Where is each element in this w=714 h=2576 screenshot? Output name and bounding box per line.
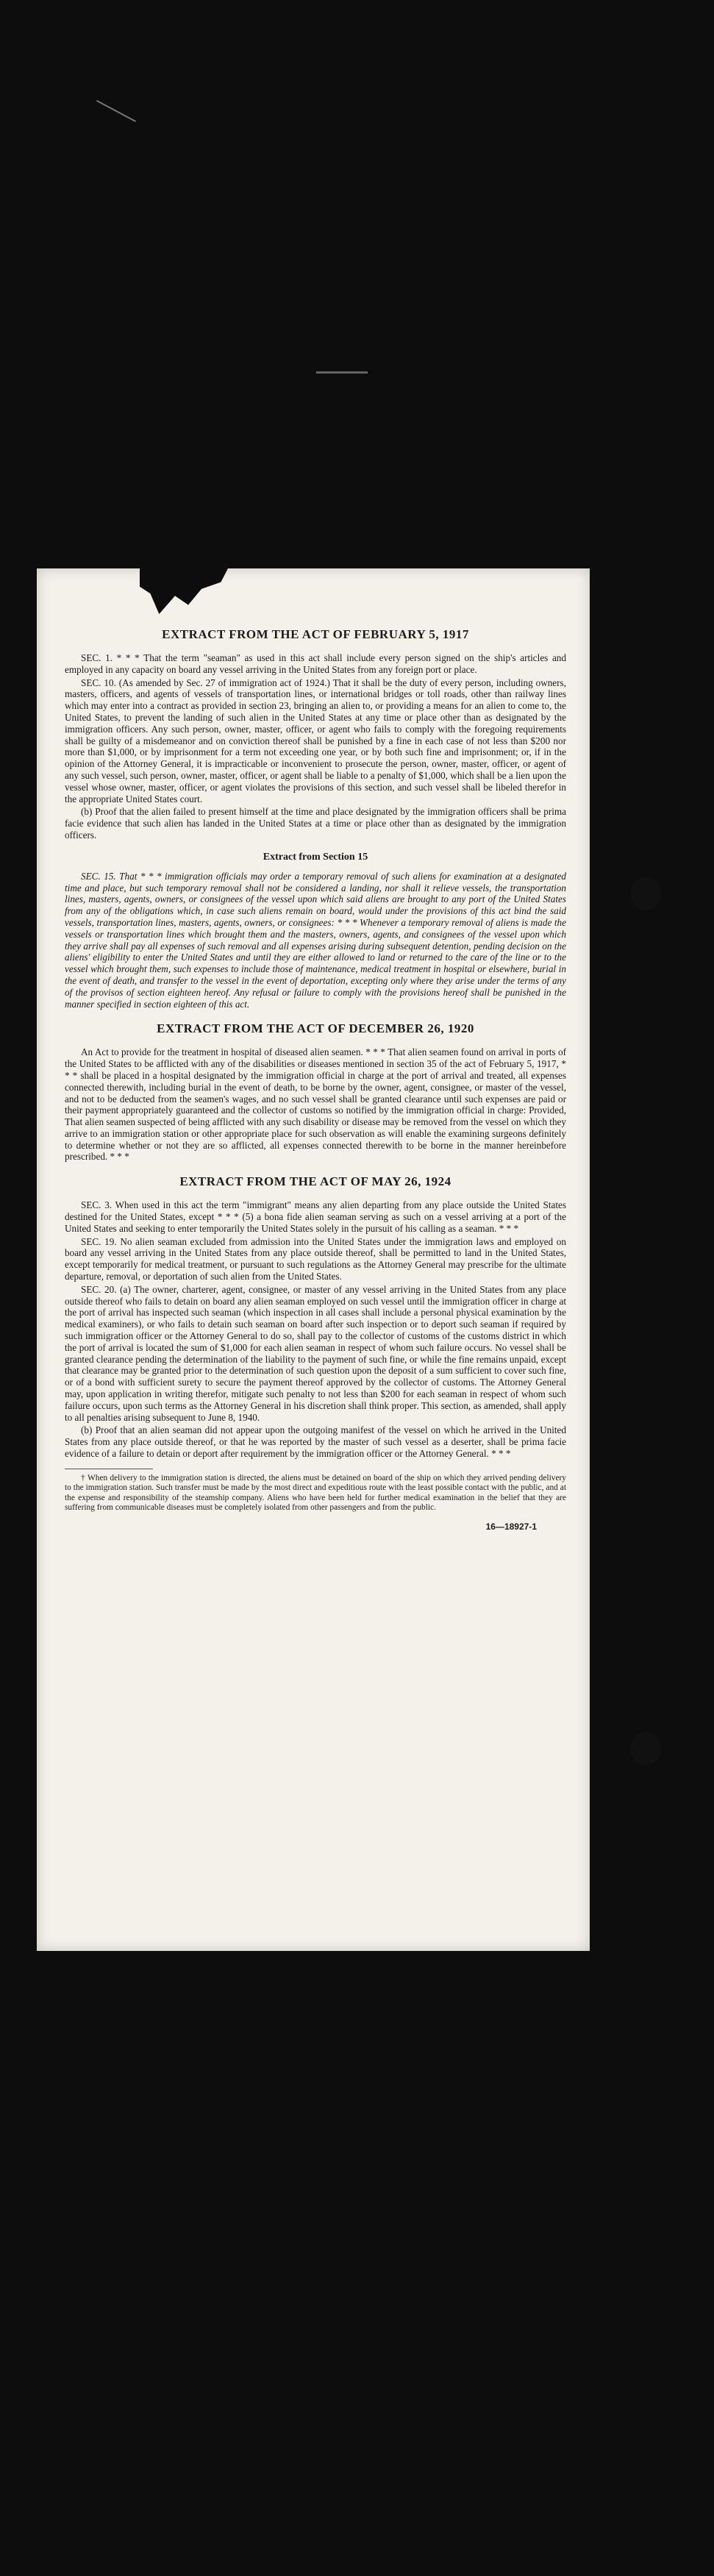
film-scratch bbox=[316, 371, 368, 374]
act-1924-heading: EXTRACT FROM THE ACT OF MAY 26, 1924 bbox=[179, 1174, 451, 1189]
section-20a-paragraph: SEC. 20. (a) The owner, charterer, agent, consignee, or master of any vessel arriving in the United States from any place outside thereof who fails to detain on board any alien seaman employed on such vessel until the immigration officer in charge at the port of arrival has inspected such seaman (which inspection in all cases shall include a personal physical examination by the medical examiners), or who fails to detain such seaman on board after such inspection or to deport such seaman if required by such immigration officer or the Attorney General to do so, shall pay to the collector of customs of the customs district in which the port of arrival is located the sum of $1,000 for each alien seaman in respect of whom such failure occurs. No vessel shall be granted clearance pending the determination of the liability to the payment of such fine, or while the fine remains unpaid, except that clearance may be granted prior to the determination of such question upon the deposit of a sum sufficient to cover such fine, or of a bond with sufficient surety to secure the payment thereof approved by the collector of customs. The Attorney General may, upon application in writing therefor, mitigate such penalty to not less than $200 for each seaman in respect of whom such failure occurs, upon such terms as the Attorney General in his discretion shall think proper. This section, as amended, shall apply to all penalties arising subsequent to June 8, 1940. bbox=[65, 1283, 566, 1423]
section-10-paragraph: SEC. 10. (As amended by Sec. 27 of immigration act of 1924.) That it shall be the duty of every person, including owners, masters, officers, and agents of vessels of transportation lines, or international bridges or toll roads, other than railway lines which may enter into a contract as provided in section 23, bringing an alien to, or providing a means for an alien to come to, the United States, to prevent the landing of such alien in the United States at any time or place other than as designated by the immigration officers. Any such person, owner, master, officer, or agent who fails to comply with the foregoing requirements shall be guilty of a misdemeanor and on conviction thereof shall be punished by a fine in each case of not less than $200 nor more than $1,000, or by imprisonment for a term not exceeding one year, or by both such fine and imprisonment; or, if in the opinion of the Attorney General, it is impracticable or inconvenient to prosecute the person, owner, master, officer, or agent of any such vessel, such person, owner, master, officer, or agent shall be liable to a penalty of $1,000, which shall be a lien upon the vessel whose owner, master, officer, or agent violates the provisions of this section, and such vessel shall be libeled therefor in the appropriate United States court. bbox=[65, 677, 566, 804]
document-page bbox=[37, 568, 590, 1951]
torn-edge bbox=[140, 568, 228, 614]
section-1-paragraph: SEC. 1. * * * That the term "seaman" as used in this act shall include every person signed on the ship's articles and employed in any capacity on board any vessel arriving in the United States from any foreign port or place. bbox=[65, 652, 566, 675]
act-1917-heading: EXTRACT FROM THE ACT OF FEBRUARY 5, 1917 bbox=[162, 627, 469, 641]
section-10b-paragraph: (b) Proof that the alien failed to present himself at the time and place designated by the immigration officers shall be prima facie evidence that such alien has landed in the United States at a time or place other than as designated by the immigration officers. bbox=[65, 806, 566, 841]
act-1920-paragraph: An Act to provide for the treatment in hospital of diseased alien seamen. * * * That alien seamen found on arrival in ports of the United States to be afflicted with any of the disabilities or diseases mentioned in section 35 of the act of February 5, 1917, * * * shall be placed in a hospital designated by the immigration official in charge at the port of arrival and treated, all expenses connected therewith, including burial in the event of death, to be borne by the owner, agent, consignee, or master of the vessel, and not to be deducted from the seamen's wages, and no such vessel shall be granted clearance until such expenses are paid or their payment appropriately guaranteed and the collector of customs so notified by the immigration official in charge: Provided, That alien seamen suspected of being afflicted with any such disability or disease may be removed from the vessel on which they arrive to an immigration station or other appropriate place for such observation as will enable the examining surgeons definitely to determine whether or not they are so afflicted, all expenses connected therewith to be borne in the manner hereinbefore prescribed. * * * bbox=[65, 1046, 567, 1163]
footnote-text: † When delivery to the immigration station is directed, the aliens must be detained on board of the ship on which they arrived pending delivery to the immigration station. Such transfer must be made by the most direct and expeditious route with the least possible contact with the public, and at the expense and responsibility of the steamship company. Aliens who have been held for further medical examination in the belief that they are suffering from communicable diseases must be completely isolated from other passengers and from the public. bbox=[65, 1473, 566, 1513]
section-19-paragraph: SEC. 19. No alien seaman excluded from admission into the United States under the immigration laws and employed on board any vessel arriving in the United States from any place outside thereof, shall be permitted to land in the United States, except temporarily for medical treatment, or pursuant to such regulations as the Attorney General may prescribe for the ultimate departure, removal, or deportation of such alien from the United States. bbox=[65, 1235, 566, 1282]
section-3-paragraph: SEC. 3. When used in this act the term "immigrant" means any alien departing from any place outside the United States destined for the United States, except * * * (5) a bona fide alien seaman serving as such on a vessel arriving at a port of the United States and seeking to enter temporarily the United States solely in the pursuit of his calling as a seaman. * * * bbox=[65, 1199, 566, 1234]
footnote bbox=[65, 1474, 566, 1513]
punch-hole bbox=[630, 877, 661, 910]
section-20b-paragraph: (b) Proof that an alien seaman did not appear upon the outgoing manifest of the vessel on which he arrived in the United States from any place outside thereof, or that he was reported by the master of such vessel as a deserter, shall be prima facie evidence of a failure to detain or deport after requirement by the immigration officer or the Attorney General. * * * bbox=[65, 1424, 566, 1460]
punch-hole bbox=[630, 1732, 661, 1766]
film-scratch bbox=[96, 100, 136, 122]
section-15-paragraph: SEC. 15. That * * * immigration officials may order a temporary removal of such aliens for examination at a designated time and place, but such temporary removal shall not be considered a landing, nor shall it relieve vessels, the transportation lines, masters, agents, owners, or consignees of the vessel upon which said aliens are brought to any port of the United States from any of the obligations which, in case such aliens remain on board, would under the provisions of this act bind the said vessels, transportation lines, masters, agents, owners, or consignees: * * * Whenever a temporary removal of aliens is made the vessels or transportation lines which brought them and the masters, owners, agents, and consignees of the vessel upon which they arrive shall pay all expenses of such removal and all expenses arising during subsequent detention, pending decision on the aliens' eligibility to enter the United States and until they are either allowed to land or returned to the care of the line or to the vessel which brought them, such expenses to include those of maintenance, medical treatment in hospital or elsewhere, burial in the event of death, and transfer to the vessel in the event of deportation, excepting only where they arise under the terms of any of the provisos of section eighteen hereof. Any refusal or failure to comply with the provisions hereof shall be punished in the manner specified in section eighteen of this act. bbox=[65, 870, 566, 1010]
form-number: 16—18927-1 bbox=[485, 1521, 537, 1533]
section-15-subheading: Extract from Section 15 bbox=[263, 851, 368, 863]
act-1920-heading: EXTRACT FROM THE ACT OF DECEMBER 26, 1920 bbox=[157, 1021, 474, 1036]
